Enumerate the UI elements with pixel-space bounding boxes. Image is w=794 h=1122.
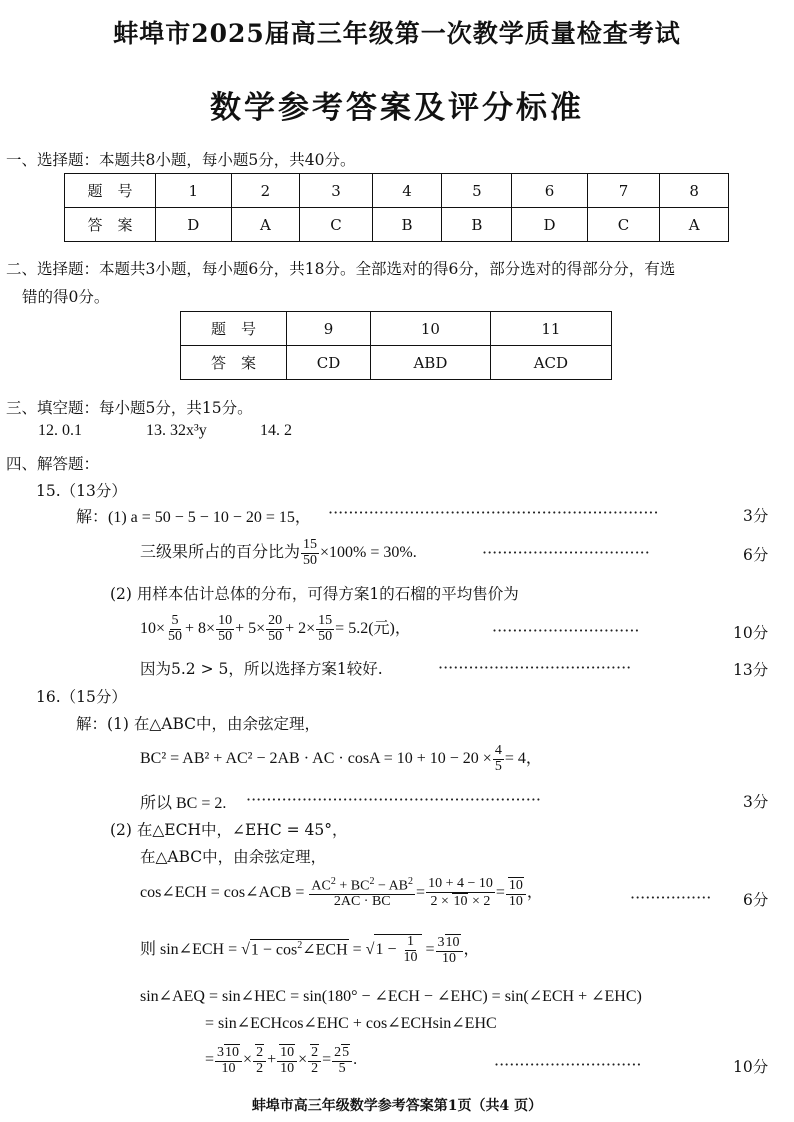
q15-score-1: 3分: [743, 507, 769, 525]
table-row: [181, 312, 612, 346]
table-cell: 10: [371, 312, 491, 346]
dot-leader: ······································: [438, 658, 632, 677]
document-title: 蚌埠市2025届高三年级第一次教学质量检查考试: [113, 19, 681, 48]
q15-line1: 解：(1) a = 50 − 5 − 10 − 20 = 15，: [76, 509, 311, 526]
dot-leader: ·································································: [328, 503, 659, 522]
table-cell: 1: [156, 174, 232, 208]
q15-score-4: 13分: [733, 661, 769, 679]
table-cell: 2: [231, 174, 300, 208]
table-cell: ABD: [371, 346, 491, 380]
fill-answer-13: 13. 32x³y: [146, 422, 207, 439]
fill-answer-14: 14. 2: [260, 422, 292, 439]
row-label: 题 号: [65, 174, 156, 208]
row-label: 答 案: [181, 346, 287, 380]
table-cell: ACD: [490, 346, 611, 380]
section2-heading: 二、选择题：本题共3小题，每小题6分，共18分。全部选对的得6分，部分选对的得部分分，有选: [6, 260, 676, 278]
dot-leader: ·····························: [494, 1055, 642, 1074]
q16-header: 16.（15分）: [36, 688, 127, 706]
q15-line2: [140, 538, 417, 568]
q15-line3: (2) 用样本估计总体的分布，可得方案1的石榴的平均售价为: [110, 585, 519, 603]
dot-leader: ·································: [482, 543, 650, 562]
q15-line5: 因为5.2 > 5，所以选择方案1较好.: [140, 660, 383, 678]
page-footer: 蚌埠市高三年级数学参考答案第1页（共4 页）: [251, 1098, 543, 1114]
q16-line5: 在△ABC中，由余弦定理，: [140, 848, 327, 866]
document-subtitle: 数学参考答案及评分标准: [210, 90, 584, 126]
q16-line4: (2) 在△ECH中，∠EHC = 45°，: [110, 821, 348, 839]
q16-score-2: 6分: [743, 891, 769, 909]
q16-line2-result: = 4，: [504, 749, 542, 767]
table-cell: 3: [300, 174, 372, 208]
q16-line6: cos∠ECH = cos∠ACB = $\frac{AC^2 + BC^2 - AB^2}{2AC \cdot BC}$ = $\frac{10 + 4 - 10}{2 \times 10 \times 2}$ = $\frac{10}{10}$ ，: [140, 876, 543, 910]
q16-line9: = sin∠ECHcos∠EHC + cos∠ECHsin∠EHC: [205, 1015, 497, 1032]
q16-line7-text: 则 sin∠ECH =: [140, 940, 238, 958]
table-cell: 8: [660, 174, 729, 208]
q15-line2-result: ×100% = 30%.: [320, 543, 417, 561]
table-row: [65, 208, 729, 242]
table-cell: 9: [287, 312, 371, 346]
q16-line3: 所以 BC = 2.: [140, 795, 227, 812]
table-cell: CD: [287, 346, 371, 380]
q15-line4: 10× $\frac{5}{50}$ + 8× $\frac{10}{50}$ + 5× $\frac{20}{50}$ + 2× $\frac{15}{50}$ = 5.2(元)，: [140, 613, 411, 644]
q15-line2-text: 三级果所占的百分比为: [140, 543, 301, 561]
section1-heading: 一、选择题：本题共8小题，每小题5分，共40分。: [6, 151, 356, 169]
q16-line8: sin∠AEQ = sin∠HEC = sin(180° − ∠ECH − ∠EHC) = sin(∠ECH + ∠EHC): [140, 988, 642, 1005]
section3-heading: 三、填空题：每小题5分，共15分。: [6, 399, 253, 417]
table-cell: 6: [512, 174, 588, 208]
q16-score-3: 10分: [733, 1058, 769, 1076]
row-label: 题 号: [181, 312, 287, 346]
choice-answer-table-1: [64, 173, 729, 242]
table-cell: A: [660, 208, 729, 242]
dot-leader: ·····························: [492, 621, 640, 640]
table-row: [181, 346, 612, 380]
section4-heading: 四、解答题：: [6, 455, 100, 473]
table-cell: 5: [442, 174, 512, 208]
q16-line7: 则 sin∠ECH = $√1 - \cos^2\angle ECH = √1$ − $\frac{1}{10}$ = $\frac{310}{10}$ ，: [140, 934, 480, 966]
dot-leader: ··························································: [246, 790, 541, 809]
q16-line2: BC² = AB² + AC² − 2AB · AC · cosA = 10 + 10 − 20 × $\frac{4}{5}$ = 4，: [140, 743, 542, 774]
q16-score-1: 3分: [743, 793, 769, 811]
table-row: [65, 174, 729, 208]
table-cell: 4: [372, 174, 442, 208]
fraction: $\frac{15}{50}$: [303, 537, 318, 568]
table-cell: D: [156, 208, 232, 242]
q15-score-2: 6分: [743, 546, 769, 564]
dot-leader: ················: [630, 888, 712, 907]
table-cell: C: [300, 208, 372, 242]
q16-line1: 解：(1) 在△ABC中，由余弦定理，: [76, 715, 321, 733]
q16-line2-text: BC² = AB² + AC² − 2AB · AC · cosA = 10 + 10 − 20 ×: [140, 749, 492, 767]
q15-line4-result: = 5.2(元)，: [335, 619, 411, 637]
table-cell: B: [442, 208, 512, 242]
row-label: 答 案: [65, 208, 156, 242]
table-cell: 11: [490, 312, 611, 346]
table-cell: 7: [587, 174, 659, 208]
table-cell: B: [372, 208, 442, 242]
q15-score-3: 10分: [733, 624, 769, 642]
q16-line10: = $\frac{310}{10}$ × $\frac{2}{2}$ + $\frac{10}{10}$ × $\frac{2}{2}$ = $\frac{25}{5}$ .: [205, 1045, 358, 1076]
table-cell: C: [587, 208, 659, 242]
table-cell: A: [231, 208, 300, 242]
fill-answer-12: 12. 0.1: [38, 422, 82, 439]
choice-answer-table-2: [180, 311, 612, 380]
table-cell: D: [512, 208, 588, 242]
section2-heading-cont: 错的得0分。: [22, 288, 110, 306]
q16-line6-text: cos∠ECH = cos∠ACB =: [140, 884, 305, 902]
q15-header: 15.（13分）: [36, 482, 127, 500]
